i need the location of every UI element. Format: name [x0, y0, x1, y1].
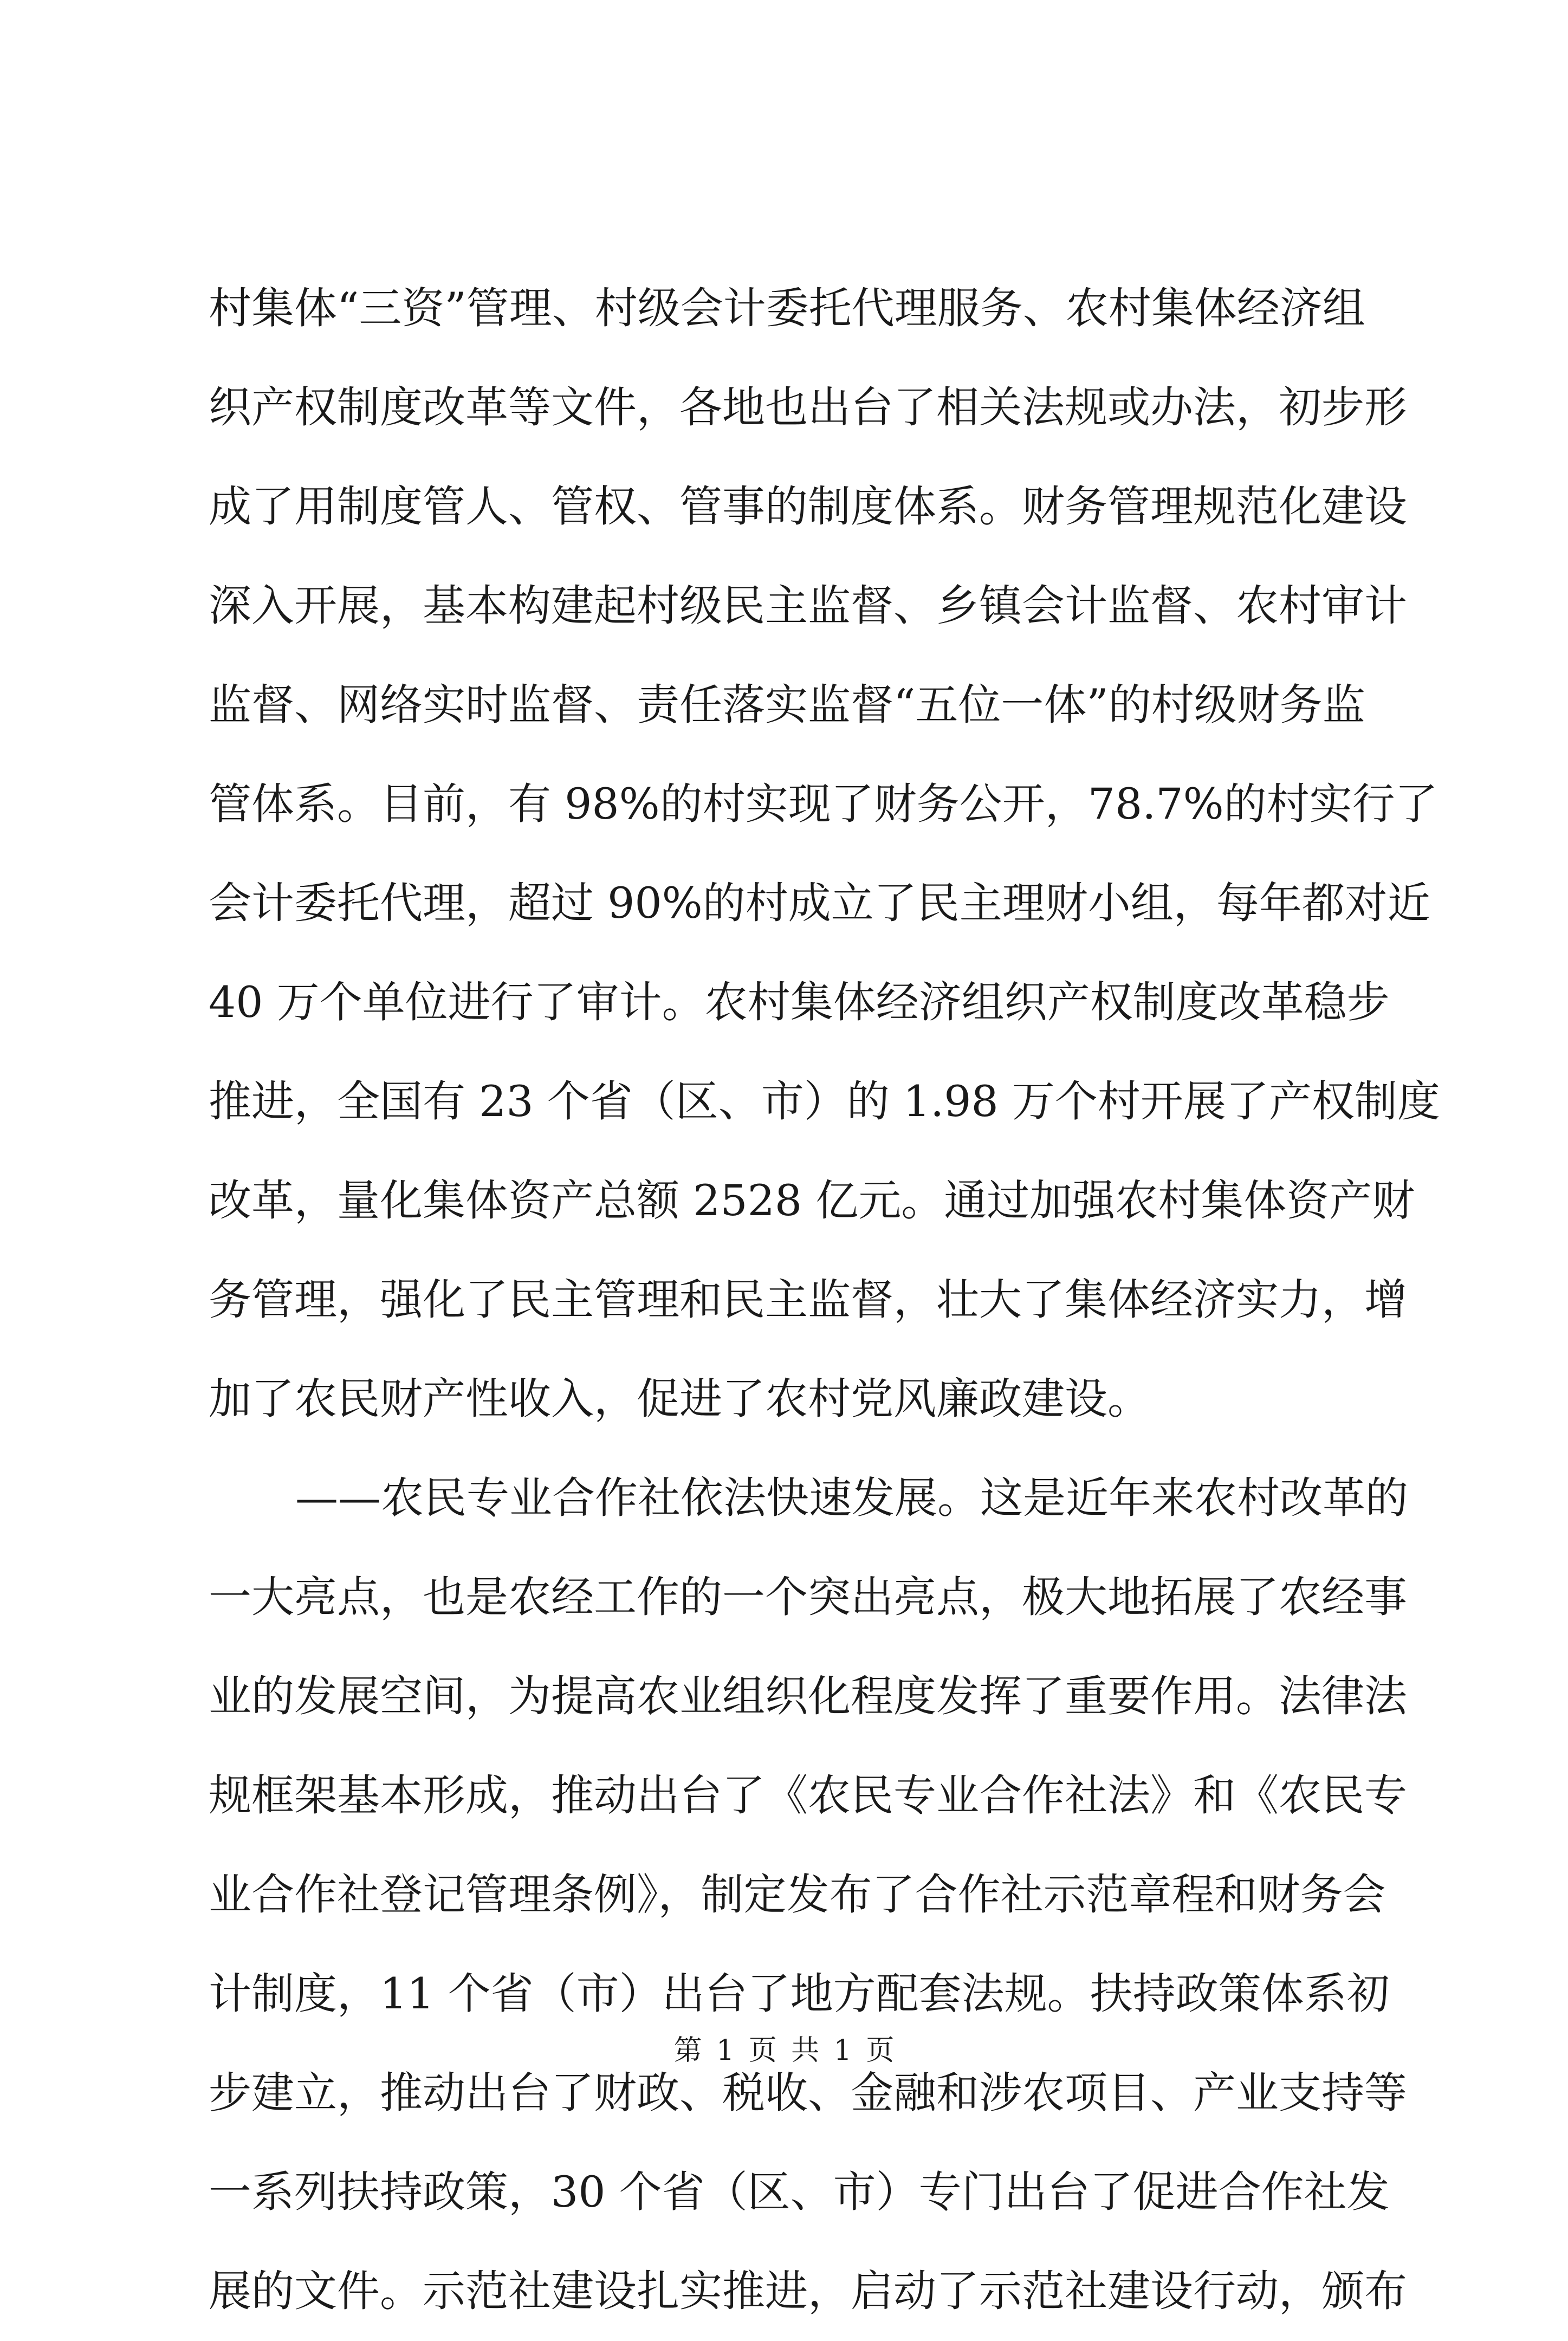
text-line: 展的文件。示范社建设扎实推进，启动了示范社建设行动，颁布: [209, 2266, 1407, 2316]
text-line: 织产权制度改革等文件，各地也出台了相关法规或办法，初步形: [209, 382, 1407, 432]
text-line: 深入开展，基本构建起村级民主监督、乡镇会计监督、农村审计: [209, 581, 1407, 631]
text-line: 监督、网络实时监督、责任落实监督“五位一体”的村级财务监: [209, 680, 1365, 730]
text-line: 改革，量化集体资产总额 2528 亿元。通过加强农村集体资产财: [209, 1176, 1415, 1225]
text-line: 步建立，推动出台了财政、税收、金融和涉农项目、产业支持等: [209, 2068, 1407, 2118]
text-line: 一大亮点，也是农经工作的一个突出亮点，极大地拓展了农经事: [209, 1572, 1407, 1622]
text-line: 业的发展空间，为提高农业组织化程度发挥了重要作用。法律法: [209, 1671, 1407, 1721]
text-line: 计制度，11 个省（市）出台了地方配套法规。扶持政策体系初: [209, 1969, 1390, 2019]
paragraph-end-line: 加了农民财产性收入，促进了农村党风廉政建设。: [209, 1374, 1150, 1424]
text-line: 规框架基本形成，推动出台了《农民专业合作社法》和《农民专: [209, 1771, 1407, 1820]
text-line: 务管理，强化了民主管理和民主监督，壮大了集体经济实力，增: [209, 1275, 1407, 1325]
text-line: 推进，全国有 23 个省（区、市）的 1.98 万个村开展了产权制度: [209, 1077, 1440, 1126]
text-line: 业合作社登记管理条例》，制定发布了合作社示范章程和财务会: [209, 1870, 1386, 1920]
text-line: 会计委托代理，超过 90%的村成立了民主理财小组，每年都对近: [209, 878, 1430, 928]
text-line: 一系列扶持政策，30 个省（区、市）专门出台了促进合作社发: [209, 2167, 1390, 2217]
text-line: 村集体“三资”管理、村级会计委托代理服务、农村集体经济组: [209, 283, 1365, 333]
page-number-footer: 第 1 页 共 1 页: [673, 2034, 895, 2067]
paragraph-start-line: ——农民专业合作社依法快速发展。这是近年来农村改革的: [295, 1473, 1408, 1523]
text-line: 40 万个单位进行了审计。农村集体经济组织产权制度改革稳步: [209, 977, 1390, 1027]
text-line: 成了用制度管人、管权、管事的制度体系。财务管理规范化建设: [209, 482, 1407, 531]
text-line: 管体系。目前，有 98%的村实现了财务公开，78.7%的村实行了: [209, 779, 1438, 829]
